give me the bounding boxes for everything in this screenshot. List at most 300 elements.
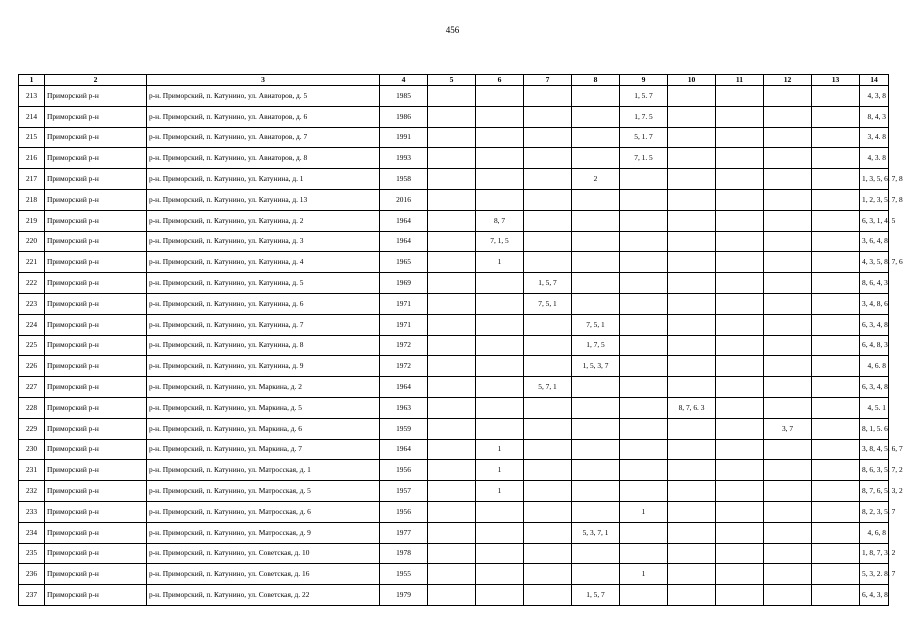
col8-cell: 1, 5, 7 bbox=[572, 585, 620, 606]
col14-cell: 8, 4, 3 bbox=[860, 106, 889, 127]
col7-cell bbox=[524, 481, 572, 502]
col7-cell: 7, 5, 1 bbox=[524, 293, 572, 314]
col11-cell bbox=[716, 314, 764, 335]
column-header: 13 bbox=[812, 75, 860, 86]
col9-cell bbox=[620, 585, 668, 606]
col8-cell bbox=[572, 252, 620, 273]
col6-cell bbox=[476, 169, 524, 190]
col12-cell bbox=[764, 314, 812, 335]
col6-cell bbox=[476, 564, 524, 585]
col8-cell bbox=[572, 273, 620, 294]
column-header: 4 bbox=[380, 75, 428, 86]
row-number-cell: 235 bbox=[19, 543, 45, 564]
col14-cell: 1, 3, 5, 6, 7, 8 bbox=[860, 169, 889, 190]
col14-cell: 3, 4. 8 bbox=[860, 127, 889, 148]
col5-cell bbox=[428, 397, 476, 418]
col8-cell bbox=[572, 148, 620, 169]
col9-cell bbox=[620, 481, 668, 502]
col11-cell bbox=[716, 148, 764, 169]
col13-cell bbox=[812, 106, 860, 127]
col13-cell bbox=[812, 543, 860, 564]
address-cell: р-н. Приморский, п. Катунино, ул. Авиаторов, д. 5 bbox=[147, 86, 380, 107]
year-cell: 1964 bbox=[380, 210, 428, 231]
col5-cell bbox=[428, 252, 476, 273]
col14-cell: 3, 8, 4, 5, 6, 7 bbox=[860, 439, 889, 460]
col8-cell: 7, 5, 1 bbox=[572, 314, 620, 335]
year-cell: 1969 bbox=[380, 273, 428, 294]
col6-cell bbox=[476, 356, 524, 377]
col14-cell: 4, 5. 1 bbox=[860, 397, 889, 418]
year-cell: 1964 bbox=[380, 231, 428, 252]
col9-cell bbox=[620, 377, 668, 398]
column-header: 6 bbox=[476, 75, 524, 86]
col5-cell bbox=[428, 439, 476, 460]
table-header-row bbox=[19, 75, 889, 86]
col13-cell bbox=[812, 273, 860, 294]
year-cell: 1991 bbox=[380, 127, 428, 148]
row-number-cell: 228 bbox=[19, 397, 45, 418]
address-cell: р-н. Приморский, п. Катунино, ул. Матросская, д. 6 bbox=[147, 501, 380, 522]
table-row bbox=[19, 397, 889, 418]
col8-cell: 1, 5, 3, 7 bbox=[572, 356, 620, 377]
district-cell: Приморский р-н bbox=[45, 106, 147, 127]
col11-cell bbox=[716, 335, 764, 356]
col5-cell bbox=[428, 460, 476, 481]
col10-cell bbox=[668, 293, 716, 314]
col8-cell bbox=[572, 501, 620, 522]
district-cell: Приморский р-н bbox=[45, 356, 147, 377]
col12-cell bbox=[764, 460, 812, 481]
col9-cell bbox=[620, 418, 668, 439]
address-cell: р-н. Приморский, п. Катунино, ул. Катунина, д. 6 bbox=[147, 293, 380, 314]
col7-cell bbox=[524, 127, 572, 148]
col14-cell: 8, 7, 6, 5, 3, 2 bbox=[860, 481, 889, 502]
col13-cell bbox=[812, 377, 860, 398]
address-cell: р-н. Приморский, п. Катунино, ул. Маркина, д. 2 bbox=[147, 377, 380, 398]
year-cell: 1993 bbox=[380, 148, 428, 169]
address-cell: р-н. Приморский, п. Катунино, ул. Советская, д. 16 bbox=[147, 564, 380, 585]
col7-cell bbox=[524, 543, 572, 564]
col12-cell bbox=[764, 169, 812, 190]
district-cell: Приморский р-н bbox=[45, 252, 147, 273]
col10-cell bbox=[668, 210, 716, 231]
address-cell: р-н. Приморский, п. Катунино, ул. Маркина, д. 7 bbox=[147, 439, 380, 460]
col5-cell bbox=[428, 231, 476, 252]
table-row bbox=[19, 564, 889, 585]
col6-cell bbox=[476, 106, 524, 127]
col11-cell bbox=[716, 189, 764, 210]
col9-cell bbox=[620, 543, 668, 564]
col6-cell bbox=[476, 273, 524, 294]
col14-cell: 6, 3, 4, 8 bbox=[860, 377, 889, 398]
col6-cell bbox=[476, 148, 524, 169]
col13-cell bbox=[812, 481, 860, 502]
col10-cell bbox=[668, 169, 716, 190]
row-number-cell: 218 bbox=[19, 189, 45, 210]
table-row bbox=[19, 418, 889, 439]
col11-cell bbox=[716, 356, 764, 377]
col13-cell bbox=[812, 252, 860, 273]
address-cell: р-н. Приморский, п. Катунино, ул. Катунина, д. 5 bbox=[147, 273, 380, 294]
row-number-cell: 225 bbox=[19, 335, 45, 356]
col12-cell bbox=[764, 481, 812, 502]
col12-cell bbox=[764, 397, 812, 418]
col8-cell bbox=[572, 210, 620, 231]
district-cell: Приморский р-н bbox=[45, 439, 147, 460]
col14-cell: 1, 2, 3, 5, 7, 8 bbox=[860, 189, 889, 210]
table-row bbox=[19, 106, 889, 127]
address-cell: р-н. Приморский, п. Катунино, ул. Катунина, д. 8 bbox=[147, 335, 380, 356]
col9-cell bbox=[620, 293, 668, 314]
col9-cell bbox=[620, 460, 668, 481]
col11-cell bbox=[716, 252, 764, 273]
district-cell: Приморский р-н bbox=[45, 543, 147, 564]
col14-cell: 5, 3, 2. 8, 7 bbox=[860, 564, 889, 585]
col7-cell bbox=[524, 439, 572, 460]
row-number-cell: 213 bbox=[19, 86, 45, 107]
table-row bbox=[19, 252, 889, 273]
col12-cell: 3, 7 bbox=[764, 418, 812, 439]
col10-cell bbox=[668, 501, 716, 522]
col9-cell: 1, 5. 7 bbox=[620, 86, 668, 107]
col12-cell bbox=[764, 293, 812, 314]
col9-cell bbox=[620, 314, 668, 335]
col6-cell bbox=[476, 86, 524, 107]
col10-cell bbox=[668, 564, 716, 585]
housing-registry-table bbox=[18, 74, 903, 606]
col13-cell bbox=[812, 127, 860, 148]
col13-cell bbox=[812, 501, 860, 522]
col8-cell bbox=[572, 543, 620, 564]
col6-cell bbox=[476, 418, 524, 439]
col10-cell bbox=[668, 252, 716, 273]
row-number-cell: 234 bbox=[19, 522, 45, 543]
row-number-cell: 220 bbox=[19, 231, 45, 252]
row-number-cell: 222 bbox=[19, 273, 45, 294]
col6-cell: 1 bbox=[476, 439, 524, 460]
row-number-cell: 232 bbox=[19, 481, 45, 502]
col5-cell bbox=[428, 148, 476, 169]
row-number-cell: 229 bbox=[19, 418, 45, 439]
table-row bbox=[19, 231, 889, 252]
col10-cell bbox=[668, 189, 716, 210]
col8-cell: 1, 7, 5 bbox=[572, 335, 620, 356]
address-cell: р-н. Приморский, п. Катунино, ул. Авиаторов, д. 7 bbox=[147, 127, 380, 148]
year-cell: 1971 bbox=[380, 293, 428, 314]
year-cell: 1986 bbox=[380, 106, 428, 127]
col12-cell bbox=[764, 106, 812, 127]
column-header: 1 bbox=[19, 75, 45, 86]
col7-cell bbox=[524, 189, 572, 210]
col6-cell bbox=[476, 335, 524, 356]
col10-cell bbox=[668, 543, 716, 564]
col12-cell bbox=[764, 543, 812, 564]
col8-cell: 5, 3, 7, 1 bbox=[572, 522, 620, 543]
col6-cell: 7, 1, 5 bbox=[476, 231, 524, 252]
district-cell: Приморский р-н bbox=[45, 169, 147, 190]
table-row bbox=[19, 86, 889, 107]
col9-cell: 1 bbox=[620, 501, 668, 522]
col13-cell bbox=[812, 564, 860, 585]
col12-cell bbox=[764, 231, 812, 252]
col10-cell bbox=[668, 460, 716, 481]
col8-cell bbox=[572, 86, 620, 107]
col7-cell bbox=[524, 397, 572, 418]
col12-cell bbox=[764, 522, 812, 543]
table-row bbox=[19, 543, 889, 564]
district-cell: Приморский р-н bbox=[45, 564, 147, 585]
district-cell: Приморский р-н bbox=[45, 585, 147, 606]
col10-cell bbox=[668, 231, 716, 252]
col11-cell bbox=[716, 460, 764, 481]
col9-cell: 5, 1. 7 bbox=[620, 127, 668, 148]
year-cell: 1978 bbox=[380, 543, 428, 564]
district-cell: Приморский р-н bbox=[45, 335, 147, 356]
col7-cell bbox=[524, 460, 572, 481]
col12-cell bbox=[764, 335, 812, 356]
col5-cell bbox=[428, 314, 476, 335]
col7-cell bbox=[524, 231, 572, 252]
col11-cell bbox=[716, 418, 764, 439]
year-cell: 1964 bbox=[380, 377, 428, 398]
district-cell: Приморский р-н bbox=[45, 127, 147, 148]
table-row bbox=[19, 169, 889, 190]
column-header: 8 bbox=[572, 75, 620, 86]
col14-cell: 4, 6, 8 bbox=[860, 522, 889, 543]
table-row bbox=[19, 335, 889, 356]
col6-cell bbox=[476, 501, 524, 522]
column-header: 14 bbox=[860, 75, 889, 86]
col8-cell bbox=[572, 127, 620, 148]
col5-cell bbox=[428, 585, 476, 606]
table-row bbox=[19, 127, 889, 148]
district-cell: Приморский р-н bbox=[45, 189, 147, 210]
col10-cell bbox=[668, 127, 716, 148]
col11-cell bbox=[716, 106, 764, 127]
col10-cell bbox=[668, 585, 716, 606]
col8-cell bbox=[572, 106, 620, 127]
col12-cell bbox=[764, 252, 812, 273]
col11-cell bbox=[716, 481, 764, 502]
col7-cell bbox=[524, 585, 572, 606]
year-cell: 2016 bbox=[380, 189, 428, 210]
col12-cell bbox=[764, 377, 812, 398]
table-body bbox=[19, 86, 903, 606]
address-cell: р-н. Приморский, п. Катунино, ул. Маркина, д. 5 bbox=[147, 397, 380, 418]
year-cell: 1985 bbox=[380, 86, 428, 107]
year-cell: 1958 bbox=[380, 169, 428, 190]
col7-cell bbox=[524, 564, 572, 585]
col8-cell bbox=[572, 418, 620, 439]
district-cell: Приморский р-н bbox=[45, 377, 147, 398]
col9-cell: 7, 1. 5 bbox=[620, 148, 668, 169]
table-row bbox=[19, 273, 889, 294]
address-cell: р-н. Приморский, п. Катунино, ул. Матросская, д. 1 bbox=[147, 460, 380, 481]
col13-cell bbox=[812, 293, 860, 314]
address-cell: р-н. Приморский, п. Катунино, ул. Катунина, д. 7 bbox=[147, 314, 380, 335]
col14-cell: 1, 8, 7, 3, 2 bbox=[860, 543, 889, 564]
table-row bbox=[19, 460, 889, 481]
col13-cell bbox=[812, 231, 860, 252]
column-header: 12 bbox=[764, 75, 812, 86]
col13-cell bbox=[812, 460, 860, 481]
col5-cell bbox=[428, 106, 476, 127]
table-row bbox=[19, 210, 889, 231]
col7-cell bbox=[524, 418, 572, 439]
row-number-cell: 237 bbox=[19, 585, 45, 606]
col6-cell bbox=[476, 127, 524, 148]
col10-cell bbox=[668, 522, 716, 543]
column-header: 10 bbox=[668, 75, 716, 86]
col9-cell bbox=[620, 397, 668, 418]
col14-cell: 8, 1, 5. 6 bbox=[860, 418, 889, 439]
district-cell: Приморский р-н bbox=[45, 86, 147, 107]
address-cell: р-н. Приморский, п. Катунино, ул. Советская, д. 10 bbox=[147, 543, 380, 564]
col10-cell bbox=[668, 356, 716, 377]
table-row bbox=[19, 314, 889, 335]
col9-cell bbox=[620, 169, 668, 190]
col8-cell bbox=[572, 439, 620, 460]
col13-cell bbox=[812, 314, 860, 335]
col9-cell bbox=[620, 189, 668, 210]
col7-cell bbox=[524, 148, 572, 169]
col9-cell bbox=[620, 335, 668, 356]
col11-cell bbox=[716, 231, 764, 252]
col14-cell: 8, 2, 3, 5, 7 bbox=[860, 501, 889, 522]
col6-cell bbox=[476, 397, 524, 418]
col6-cell: 8, 7 bbox=[476, 210, 524, 231]
col13-cell bbox=[812, 169, 860, 190]
col6-cell bbox=[476, 293, 524, 314]
col7-cell bbox=[524, 501, 572, 522]
table-row bbox=[19, 585, 889, 606]
col12-cell bbox=[764, 189, 812, 210]
col12-cell bbox=[764, 86, 812, 107]
address-cell: р-н. Приморский, п. Катунино, ул. Катунина, д. 4 bbox=[147, 252, 380, 273]
district-cell: Приморский р-н bbox=[45, 460, 147, 481]
col13-cell bbox=[812, 86, 860, 107]
table-row bbox=[19, 293, 889, 314]
row-number-cell: 217 bbox=[19, 169, 45, 190]
row-number-cell: 233 bbox=[19, 501, 45, 522]
col8-cell bbox=[572, 189, 620, 210]
col7-cell bbox=[524, 106, 572, 127]
col7-cell bbox=[524, 356, 572, 377]
col13-cell bbox=[812, 148, 860, 169]
district-cell: Приморский р-н bbox=[45, 210, 147, 231]
col14-cell: 3, 6, 4, 8 bbox=[860, 231, 889, 252]
col7-cell bbox=[524, 314, 572, 335]
address-cell: р-н. Приморский, п. Катунино, ул. Катунина, д. 1 bbox=[147, 169, 380, 190]
col7-cell bbox=[524, 335, 572, 356]
col5-cell bbox=[428, 418, 476, 439]
col13-cell bbox=[812, 522, 860, 543]
col11-cell bbox=[716, 439, 764, 460]
col13-cell bbox=[812, 418, 860, 439]
col8-cell bbox=[572, 377, 620, 398]
col6-cell bbox=[476, 543, 524, 564]
col12-cell bbox=[764, 127, 812, 148]
col14-cell: 4, 3, 5, 8, 7, 6 bbox=[860, 252, 889, 273]
col10-cell bbox=[668, 377, 716, 398]
col14-cell: 6, 4, 3, 8 bbox=[860, 585, 889, 606]
table-row bbox=[19, 501, 889, 522]
col9-cell bbox=[620, 522, 668, 543]
col5-cell bbox=[428, 86, 476, 107]
col7-cell bbox=[524, 252, 572, 273]
column-header: 9 bbox=[620, 75, 668, 86]
col5-cell bbox=[428, 501, 476, 522]
table-row bbox=[19, 439, 889, 460]
col7-cell: 1, 5, 7 bbox=[524, 273, 572, 294]
year-cell: 1964 bbox=[380, 439, 428, 460]
row-number-cell: 226 bbox=[19, 356, 45, 377]
col9-cell bbox=[620, 252, 668, 273]
col10-cell bbox=[668, 148, 716, 169]
col9-cell: 1 bbox=[620, 564, 668, 585]
address-cell: р-н. Приморский, п. Катунино, ул. Авиаторов, д. 6 bbox=[147, 106, 380, 127]
col14-cell: 6, 3, 4, 8 bbox=[860, 314, 889, 335]
col11-cell bbox=[716, 377, 764, 398]
year-cell: 1965 bbox=[380, 252, 428, 273]
year-cell: 1977 bbox=[380, 522, 428, 543]
col5-cell bbox=[428, 210, 476, 231]
col6-cell bbox=[476, 377, 524, 398]
district-cell: Приморский р-н bbox=[45, 397, 147, 418]
col12-cell bbox=[764, 585, 812, 606]
col8-cell bbox=[572, 481, 620, 502]
col7-cell bbox=[524, 169, 572, 190]
row-number-cell: 219 bbox=[19, 210, 45, 231]
col10-cell bbox=[668, 335, 716, 356]
col11-cell bbox=[716, 397, 764, 418]
col8-cell bbox=[572, 564, 620, 585]
col13-cell bbox=[812, 335, 860, 356]
address-cell: р-н. Приморский, п. Катунино, ул. Катунина, д. 13 bbox=[147, 189, 380, 210]
col12-cell bbox=[764, 439, 812, 460]
column-header: 7 bbox=[524, 75, 572, 86]
col5-cell bbox=[428, 377, 476, 398]
district-cell: Приморский р-н bbox=[45, 293, 147, 314]
address-cell: р-н. Приморский, п. Катунино, ул. Катунина, д. 9 bbox=[147, 356, 380, 377]
row-number-cell: 227 bbox=[19, 377, 45, 398]
district-cell: Приморский р-н bbox=[45, 418, 147, 439]
address-cell: р-н. Приморский, п. Катунино, ул. Катунина, д. 2 bbox=[147, 210, 380, 231]
page-number: 456 bbox=[445, 25, 460, 35]
col13-cell bbox=[812, 189, 860, 210]
table-row bbox=[19, 481, 889, 502]
col12-cell bbox=[764, 356, 812, 377]
district-cell: Приморский р-н bbox=[45, 231, 147, 252]
col8-cell bbox=[572, 460, 620, 481]
col14-cell: 4, 3, 8 bbox=[860, 86, 889, 107]
col5-cell bbox=[428, 273, 476, 294]
row-number-cell: 215 bbox=[19, 127, 45, 148]
col5-cell bbox=[428, 127, 476, 148]
address-cell: р-н. Приморский, п. Катунино, ул. Матросская, д. 9 bbox=[147, 522, 380, 543]
col10-cell bbox=[668, 481, 716, 502]
col7-cell bbox=[524, 522, 572, 543]
col7-cell bbox=[524, 86, 572, 107]
col14-cell: 6, 4, 8, 3 bbox=[860, 335, 889, 356]
table-row bbox=[19, 148, 889, 169]
year-cell: 1979 bbox=[380, 585, 428, 606]
table-row bbox=[19, 377, 889, 398]
col12-cell bbox=[764, 564, 812, 585]
table-row bbox=[19, 522, 889, 543]
col8-cell bbox=[572, 397, 620, 418]
col13-cell bbox=[812, 356, 860, 377]
